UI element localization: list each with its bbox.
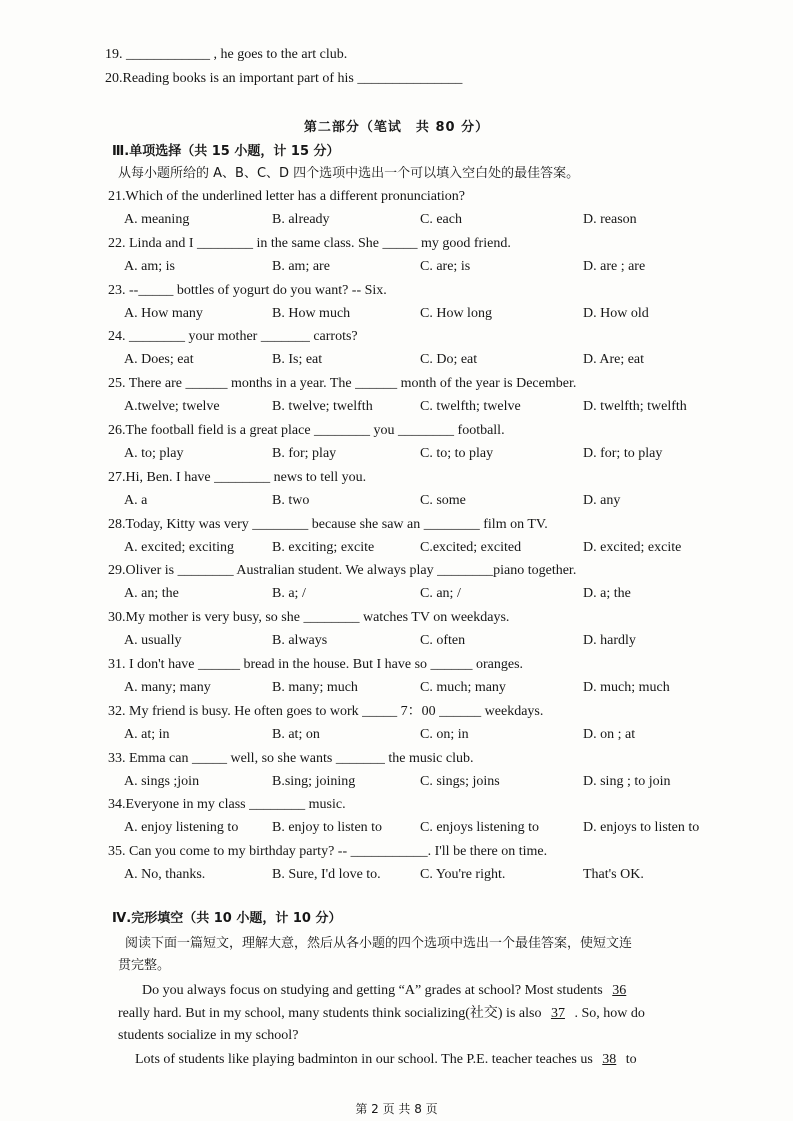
option-row: [0, 773, 793, 793]
option-d: D. much; much: [583, 680, 670, 695]
option-d: D. How old: [583, 306, 649, 321]
option-b: B. already: [272, 212, 330, 227]
question-number: 20.: [105, 71, 123, 86]
option-row: [0, 351, 793, 371]
option-b: B. enjoy to listen to: [272, 820, 383, 835]
question-stem: 35. Can you come to my birthday party? -- ___________. I'll be there on time.: [108, 844, 548, 859]
option-d: D. are ; are: [583, 259, 646, 274]
question-stem: 28.Today, Kitty was very ________ because she saw an ________ film on TV.: [108, 517, 548, 532]
option-a: A. How many: [124, 306, 203, 321]
option-c: C. are; is: [420, 259, 471, 274]
option-b: B. a; /: [272, 586, 306, 601]
passage-line: [135, 1051, 637, 1069]
option-c: C. enjoys listening to: [420, 820, 539, 835]
option-b: B. at; on: [272, 727, 320, 742]
option-a: A. usually: [124, 633, 182, 648]
option-c: C. some: [420, 493, 466, 508]
option-row: [0, 305, 793, 325]
passage-text: students socialize in my school?: [118, 1028, 299, 1043]
option-a: A. am; is: [124, 259, 175, 274]
option-d: D. reason: [583, 212, 637, 227]
option-row: [0, 726, 793, 746]
option-row: [0, 866, 793, 886]
option-b: B. Sure, I'd love to.: [272, 867, 381, 882]
question-stem: 21.Which of the underlined letter has a different pronunciation?: [108, 189, 465, 204]
option-row: [0, 585, 793, 605]
option-c: C. often: [420, 633, 466, 648]
option-c: C. much; many: [420, 680, 506, 695]
option-row: [0, 679, 793, 699]
question-stem: 32. My friend is busy. He often goes to work _____ 7：00 ______ weekdays.: [108, 704, 544, 719]
question-stem: 31. I don't have ______ bread in the house. But I have so ______ oranges.: [108, 657, 524, 672]
question-text: ____________ , he goes to the art club.: [122, 47, 348, 62]
option-b: B. for; play: [272, 446, 337, 461]
section-4-title: Ⅳ.完形填空（共 10 小题，计 10 分）: [112, 911, 342, 926]
option-a: A. No, thanks.: [124, 867, 206, 882]
option-c: C. How long: [420, 306, 492, 321]
section-4-instruction-line1: 阅读下面一篇短文，理解大意，然后从各小题的四个选项中选出一个最佳答案，使短文连: [125, 936, 633, 951]
passage-line: [118, 1005, 645, 1023]
option-d: D. enjoys to listen to: [583, 820, 700, 835]
option-a: A. many; many: [124, 680, 211, 695]
question-19: [105, 46, 347, 64]
option-a: A. excited; exciting: [124, 540, 235, 555]
option-row: [0, 492, 793, 512]
option-row: [0, 445, 793, 465]
question-stem: 34.Everyone in my class ________ music.: [108, 797, 346, 812]
option-row: [0, 398, 793, 418]
cloze-blank-38: 38: [602, 1052, 617, 1067]
question-stem: 23. --_____ bottles of yogurt do you want? -- Six.: [108, 283, 387, 298]
option-a: A. an; the: [124, 586, 179, 601]
option-c: C. You're right.: [420, 867, 506, 882]
option-a: A.twelve; twelve: [124, 399, 220, 414]
passage-text: to: [625, 1052, 637, 1067]
option-d: D. a; the: [583, 586, 631, 601]
option-b: B. twelve; twelfth: [272, 399, 373, 414]
option-b: B. am; are: [272, 259, 330, 274]
cloze-blank-37: 37: [550, 1006, 565, 1021]
question-stem: 22. Linda and I ________ in the same class. She _____ my good friend.: [108, 236, 511, 251]
option-row: [0, 211, 793, 231]
question-stem: 24. ________ your mother _______ carrots?: [108, 329, 358, 344]
option-b: B. many; much: [272, 680, 358, 695]
option-row: [0, 632, 793, 652]
option-row: [0, 539, 793, 559]
question-stem: 30.My mother is very busy, so she ________ watches TV on weekdays.: [108, 610, 510, 625]
option-d: D. twelfth; twelfth: [583, 399, 687, 414]
option-a: A. enjoy listening to: [124, 820, 239, 835]
option-c: C. an; /: [420, 586, 461, 601]
option-row: [0, 258, 793, 278]
question-20: [105, 70, 462, 88]
option-d: D. for; to play: [583, 446, 663, 461]
question-stem: 33. Emma can _____ well, so she wants _______ the music club.: [108, 751, 474, 766]
question-number: 19.: [105, 47, 123, 62]
section-4-instruction-line2: 贯完整。: [118, 958, 171, 973]
option-a: A. Does; eat: [124, 352, 194, 367]
option-d: D. any: [583, 493, 621, 508]
cloze-blank-36: 36: [612, 983, 627, 998]
option-c: C. on; in: [420, 727, 469, 742]
question-stem: 27.Hi, Ben. I have ________ news to tell you.: [108, 470, 367, 485]
page-footer: 第 2 页 共 8 页: [355, 1102, 438, 1116]
option-c: C. sings; joins: [420, 774, 500, 789]
option-a: A. sings ;join: [124, 774, 200, 789]
option-a: A. meaning: [124, 212, 190, 227]
passage-text: really hard. But in my school, many students think socializing(社交) is also: [118, 1006, 542, 1021]
option-b: B. exciting; excite: [272, 540, 375, 555]
option-d: D. on ; at: [583, 727, 636, 742]
option-a: A. a: [124, 493, 148, 508]
option-a: A. to; play: [124, 446, 184, 461]
option-c: C. Do; eat: [420, 352, 478, 367]
passage-line: [118, 1027, 298, 1045]
part-title: 第二部分（笔试 共 80 分）: [303, 120, 490, 135]
passage-text: Do you always focus on studying and getting “A” grades at school? Most students: [142, 983, 603, 998]
option-b: B. always: [272, 633, 328, 648]
question-stem: 26.The football field is a great place ________ you ________ football.: [108, 423, 505, 438]
section-3-title: Ⅲ.单项选择（共 15 小题，计 15 分）: [112, 144, 340, 159]
section-3-instruction: 从每小题所给的 A、B、C、D 四个选项中选出一个可以填入空白处的最佳答案。: [118, 166, 580, 181]
option-a: A. at; in: [124, 727, 170, 742]
option-c: C. twelfth; twelve: [420, 399, 521, 414]
option-d: That's OK.: [583, 867, 644, 882]
passage-text: Lots of students like playing badminton in our school. The P.E. teacher teaches us: [135, 1052, 593, 1067]
option-row: [0, 819, 793, 839]
option-c: C.excited; excited: [420, 540, 522, 555]
option-b: B. two: [272, 493, 310, 508]
option-c: C. each: [420, 212, 462, 227]
passage-line: [142, 982, 632, 1000]
option-d: D. hardly: [583, 633, 636, 648]
option-d: D. excited; excite: [583, 540, 682, 555]
question-text: Reading books is an important part of his _______________: [122, 71, 463, 86]
question-stem: 25. There are ______ months in a year. The ______ month of the year is December.: [108, 376, 577, 391]
option-b: B. Is; eat: [272, 352, 323, 367]
option-b: B.sing; joining: [272, 774, 356, 789]
option-c: C. to; to play: [420, 446, 494, 461]
question-stem: 29.Oliver is ________ Australian student. We always play ________piano together.: [108, 563, 577, 578]
option-d: D. sing ; to join: [583, 774, 671, 789]
option-b: B. How much: [272, 306, 351, 321]
option-d: D. Are; eat: [583, 352, 645, 367]
passage-text: . So, how do: [574, 1006, 645, 1021]
